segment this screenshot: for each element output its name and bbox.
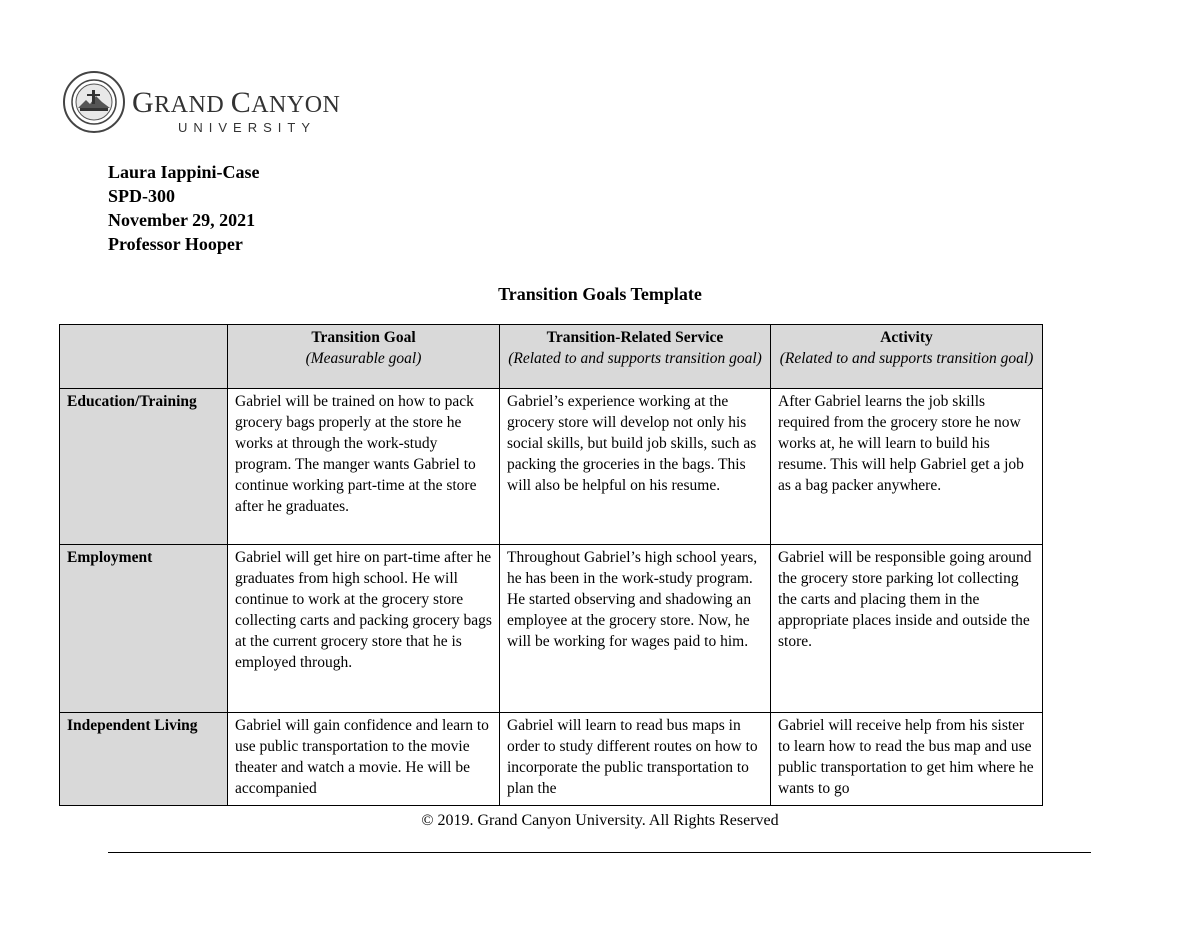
service-cell: Gabriel will learn to read bus maps in order to study different routes on how to incorporate the public transportation to plan the (500, 713, 771, 806)
university-seal-icon (62, 70, 126, 134)
column-header-activity: Activity (Related to and supports transition goal) (771, 325, 1043, 389)
goal-cell: Gabriel will gain confidence and learn to use public transportation to the movie theater and watch a movie. He will be accompanied (228, 713, 500, 806)
logo-wordmark: GRAND CANYON (132, 86, 341, 119)
service-cell: Throughout Gabriel’s high school years, he has been in the work-study program. He started observing and shadowing an employee at the grocery store. Now, he will be working for wages paid to him. (500, 545, 771, 713)
document-title: Transition Goals Template (498, 284, 702, 304)
service-cell: Gabriel’s experience working at the grocery store will develop not only his social skills, but build job skills, such as packing the groceries in the bags. This will also be helpful on his resume. (500, 389, 771, 545)
row-label-education: Education/Training (60, 389, 228, 545)
copyright-footer: © 2019. Grand Canyon University. All Rights Reserved (421, 812, 779, 829)
footer-divider (108, 852, 1091, 853)
course-code: SPD-300 (108, 186, 175, 206)
table-row (60, 389, 1043, 545)
student-info (108, 160, 260, 256)
activity-cell: After Gabriel learns the job skills required from the grocery store he now works at, he will learn to build his resume. This will help Gabriel get a job as a bag packer anywhere. (771, 389, 1043, 545)
transition-goals-table (59, 324, 1043, 806)
table-row (60, 545, 1043, 713)
row-label-employment: Employment (60, 545, 228, 713)
author-name: Laura Iappini-Case (108, 162, 260, 182)
goal-cell: Gabriel will get hire on part-time after he graduates from high school. He will continue to work at the grocery store collecting carts and packing grocery bags at the current grocery store that he is employed through. (228, 545, 500, 713)
submission-date: November 29, 2021 (108, 210, 256, 230)
table-header-row (60, 325, 1043, 389)
column-header-service: Transition-Related Service (Related to and supports transition goal) (500, 325, 771, 389)
logo-subtitle: UNIVERSITY (178, 120, 317, 135)
column-header-empty (60, 325, 228, 389)
professor-name: Professor Hooper (108, 234, 243, 254)
activity-cell: Gabriel will be responsible going around the grocery store parking lot collecting the carts and placing them in the appropriate places inside and outside the store. (771, 545, 1043, 713)
activity-cell: Gabriel will receive help from his sister to learn how to read the bus map and use public transportation to get him where he wants to go (771, 713, 1043, 806)
column-header-goal: Transition Goal (Measurable goal) (228, 325, 500, 389)
goal-cell: Gabriel will be trained on how to pack grocery bags properly at the store he works at through the work-study program. The manger wants Gabriel to continue working part-time at the store after he graduates. (228, 389, 500, 545)
row-label-independent-living: Independent Living (60, 713, 228, 806)
university-logo (62, 70, 362, 134)
table-row (60, 713, 1043, 806)
